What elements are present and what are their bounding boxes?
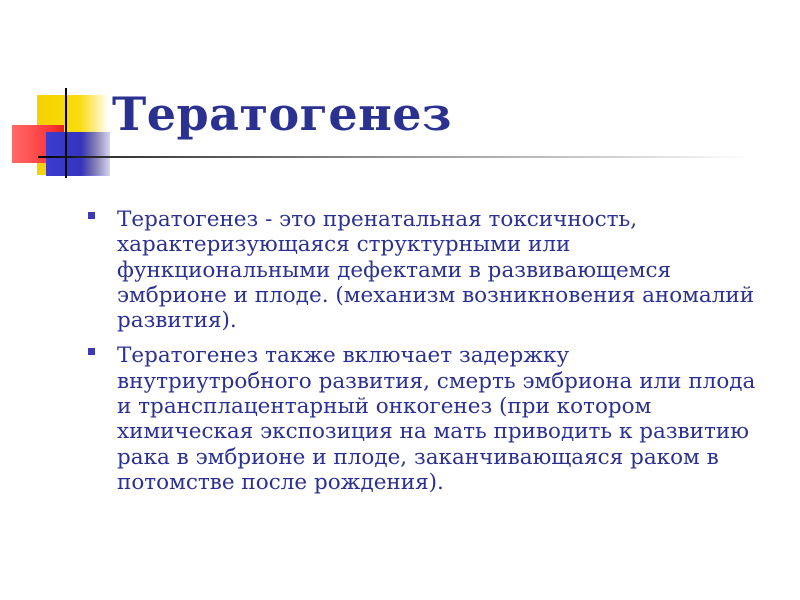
bullet-list (86, 207, 766, 505)
square-bullet-icon (88, 348, 95, 355)
decorative-squares (0, 0, 120, 190)
vertical-rule (65, 88, 67, 178)
title-underline (38, 156, 750, 158)
blue-square-decoration (46, 132, 110, 176)
bullet-text: Тератогенез также включает задержку внутриутробного развития, смерть эмбриона или плода и трансплацентарный онкогенез (при котором химическая экспозиция на мать приводить к развитию рака в эмбрионе и плоде, заканчивающаяся раком в потомстве после рождения). (117, 343, 756, 495)
square-bullet-icon (88, 212, 95, 219)
slide-title: Тератогенез (112, 87, 452, 141)
bullet-item (86, 207, 766, 333)
bullet-item (86, 343, 766, 495)
bullet-text: Тератогенез - это пренатальная токсичность, характеризующаяся структурными или функциональными дефектами в развивающемся эмбрионе и плоде. (механизм возникновения аномалий развития). (117, 207, 755, 334)
